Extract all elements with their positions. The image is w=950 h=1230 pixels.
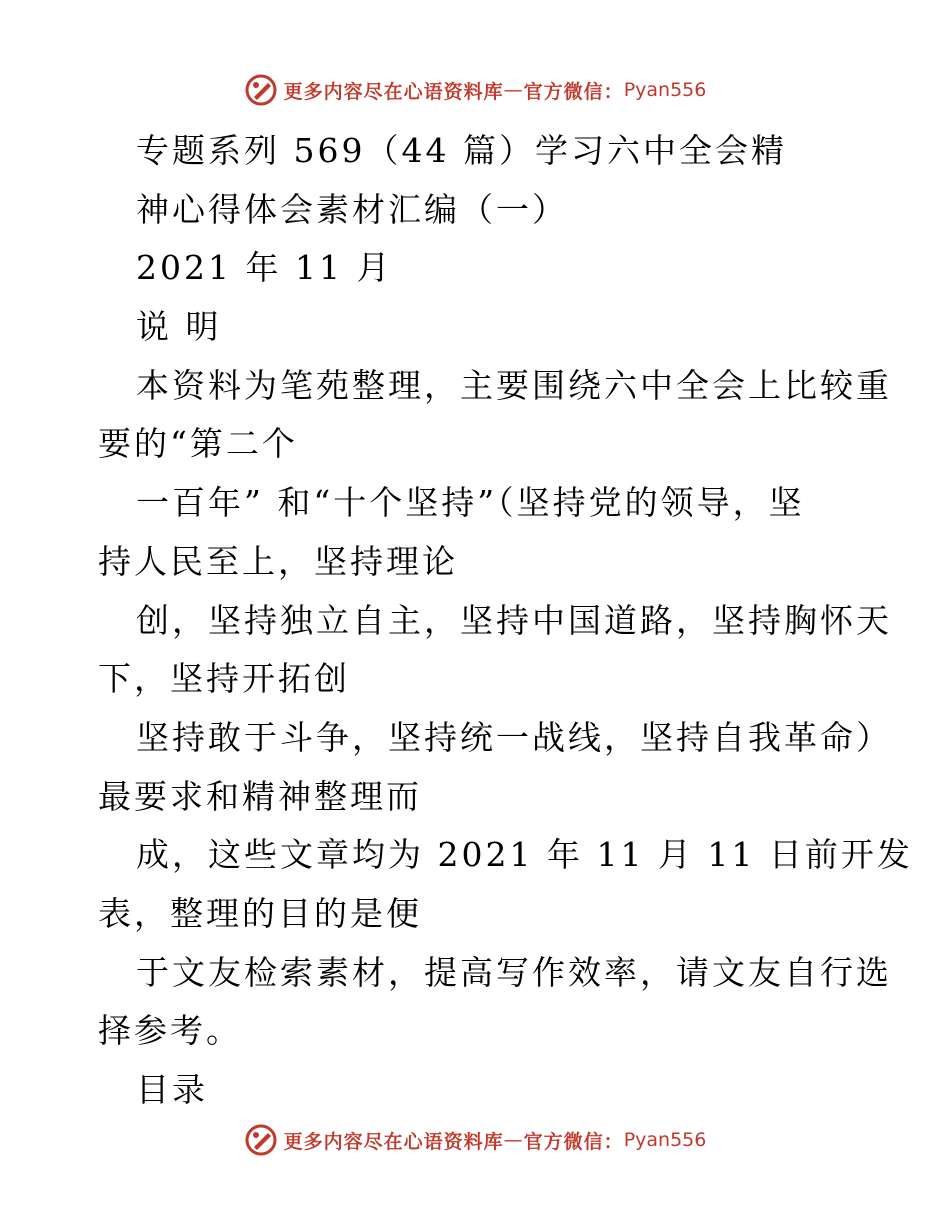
title-line-1: 专题系列 569（44 篇）学习六中全会精 [136,131,787,170]
header-wechat-id: Pyan556 [623,79,707,101]
document-body [98,122,913,1120]
section-heading-toc: 目录 [136,1070,208,1109]
footer-site-text: 更多内容尽在心语资料库 [283,1130,504,1153]
brand-logo-icon [244,1123,278,1157]
paragraph-line: 择参考。 [98,1011,242,1051]
header-wechat-label: 官方微信： [523,80,624,103]
footer-separator: — [503,1129,524,1151]
brand-logo-icon [244,73,278,107]
paragraph-line: 要的“第二个 [98,424,298,464]
paragraph-line: 下，坚持开拓创 [98,659,350,699]
paragraph-line: 创，坚持独立自主，坚持中国道路，坚持胸怀天 [136,600,892,640]
header-separator: — [503,79,524,101]
paragraph-line: 坚持敢于斗争，坚持统一战线，坚持自我革命） [136,717,892,757]
footer-wechat-label: 官方微信： [523,1130,624,1153]
paragraph-line: 持人民至上，坚持理论 [98,541,458,581]
section-heading-explanation: 说 明 [136,307,222,347]
footer-wechat-id: Pyan556 [623,1129,707,1151]
paragraph-line: 表，整理的目的是便 [98,893,422,933]
paragraph-line: 一百年” 和“十个坚持”（坚持党的领导，坚 [136,483,805,523]
paragraph-line: 本资料为笔苑整理，主要围绕六中全会上比较重 [136,365,892,405]
title-line-2: 神心得体会素材汇编（一） [136,189,568,229]
date-line: 2021 年 11 月 [136,248,393,288]
paragraph-line: 最要求和精神整理而 [98,776,422,816]
footer-banner [0,1120,950,1160]
paragraph-line: 于文友检索素材，提高写作效率，请文友自行选 [136,952,892,992]
header-site-text: 更多内容尽在心语资料库 [283,80,504,103]
paragraph-line: 成，这些文章均为 2021 年 11 月 11 日前开发 [136,835,913,875]
header-banner [0,70,950,110]
